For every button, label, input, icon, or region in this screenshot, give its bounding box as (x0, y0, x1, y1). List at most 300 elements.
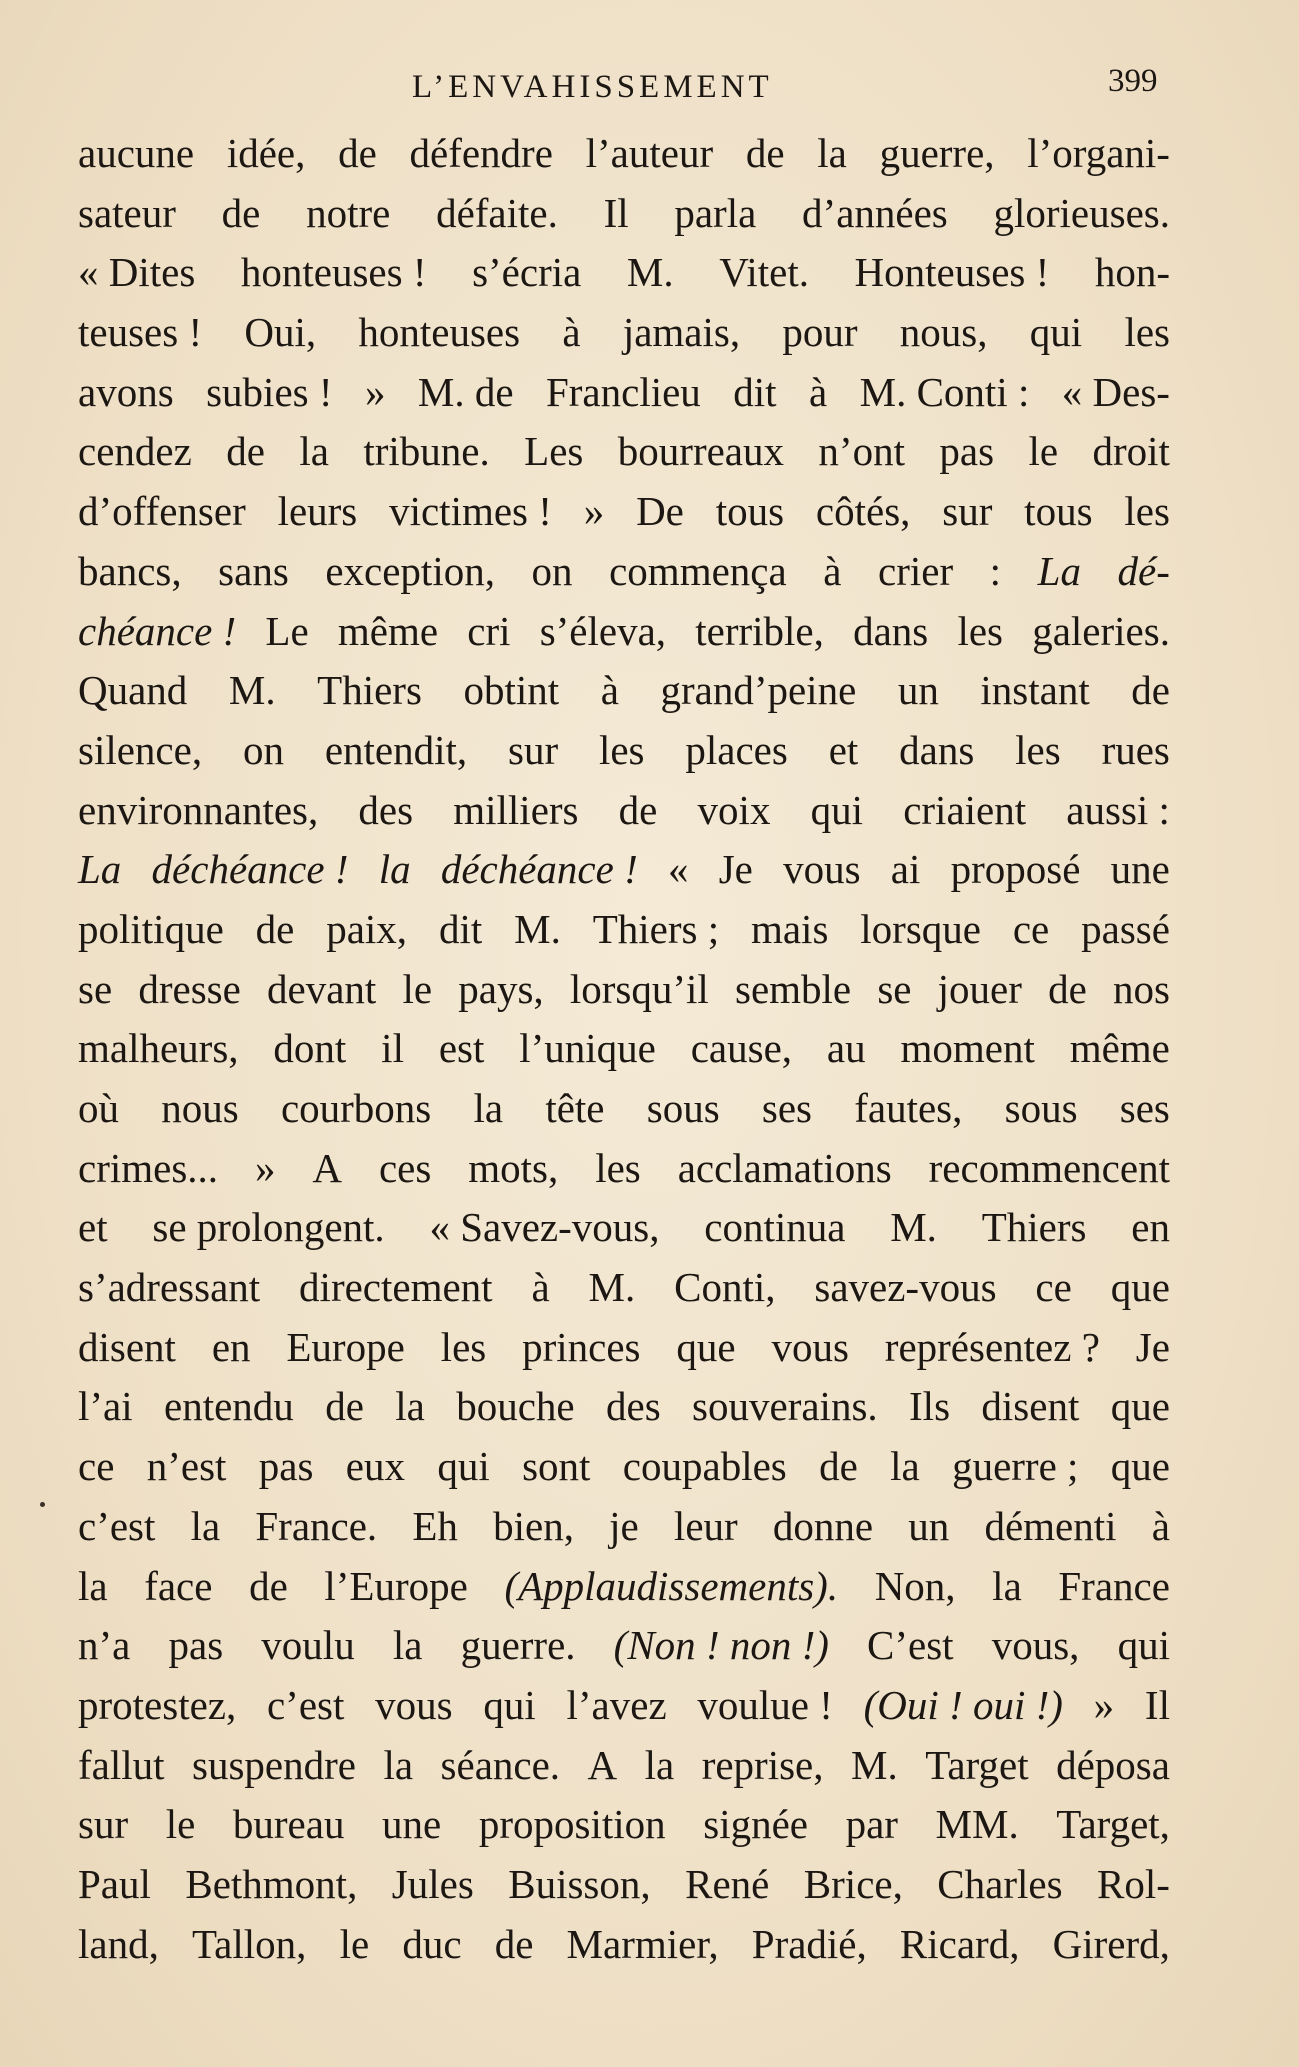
italic-word: la (378, 846, 411, 893)
word: terrible, (695, 607, 824, 654)
word: s’écria (472, 249, 582, 296)
word: Il (603, 189, 629, 236)
word: représentez ? (884, 1323, 1100, 1370)
word: même (337, 607, 439, 654)
text-line (78, 1258, 1170, 1318)
word: fautes, (854, 1085, 963, 1131)
word: à (531, 1264, 550, 1311)
word: Europe (286, 1323, 405, 1370)
word: l’auteur (585, 130, 714, 176)
text-line (78, 840, 1170, 900)
text-line (78, 124, 1170, 184)
text-line (78, 1676, 1170, 1736)
word: cri (467, 607, 511, 654)
word: signée (703, 1801, 808, 1848)
word: crier (878, 547, 954, 594)
word: » (254, 1144, 276, 1191)
word: idée, (226, 130, 306, 176)
word: honteuses (358, 309, 521, 356)
text-line (78, 602, 1170, 662)
word: la (383, 1741, 414, 1788)
word: ce (1012, 905, 1050, 952)
word: pas (939, 428, 995, 475)
body-text (78, 124, 1170, 1974)
word: commença (609, 547, 787, 594)
text-line (78, 1557, 1170, 1617)
text-line (78, 1019, 1170, 1079)
word: subies ! (206, 368, 333, 415)
word: sont (522, 1443, 591, 1490)
word: rues (1101, 726, 1170, 773)
word: « Savez-vous, (429, 1204, 660, 1251)
word: instant (980, 667, 1090, 714)
word: duc (402, 1920, 462, 1967)
text-line (78, 243, 1170, 303)
word: la (644, 1741, 675, 1788)
text-line (78, 184, 1170, 244)
word: les (1015, 726, 1061, 773)
word: malheurs, (78, 1025, 239, 1072)
word: ces (378, 1144, 432, 1191)
word: l’ai (78, 1383, 133, 1430)
word: dont (273, 1025, 347, 1072)
word: des (358, 786, 414, 833)
word: la (190, 1502, 221, 1549)
word: » (1093, 1681, 1115, 1728)
text-line (78, 1795, 1170, 1855)
word: d’années (802, 189, 948, 236)
italic-word: dé- (1117, 547, 1170, 594)
word: milliers (453, 786, 579, 833)
word: Les (524, 428, 584, 475)
word: M. (588, 1264, 636, 1311)
word: s’adressant (78, 1264, 261, 1311)
word: dans (899, 726, 975, 773)
word: grand’peine (660, 667, 857, 714)
word: les (440, 1323, 487, 1370)
word: tribune. (363, 428, 490, 475)
word: la (890, 1443, 920, 1490)
word: voulu (261, 1622, 355, 1669)
word: bien, (493, 1502, 574, 1549)
word: aucune (78, 130, 195, 176)
word: Brice, (803, 1860, 903, 1907)
word: MM. (935, 1801, 1019, 1848)
word: vous, (991, 1622, 1080, 1669)
word: pour (782, 309, 858, 356)
text-line (78, 482, 1170, 542)
word: Ils (909, 1383, 951, 1430)
word: de (1048, 965, 1087, 1012)
word: en (1131, 1204, 1170, 1251)
word: de (325, 1383, 364, 1430)
italic-word: (Applaudissements). (504, 1562, 839, 1609)
word: d’offenser (78, 488, 246, 535)
word: ses (1119, 1085, 1170, 1131)
word: le (339, 1920, 370, 1967)
word: galeries. (1032, 607, 1170, 654)
word: ses (761, 1085, 812, 1131)
word: Pradié, (751, 1920, 867, 1967)
word: de (226, 428, 265, 475)
italic-word: déchéance ! (440, 846, 638, 893)
word: « Des- (1061, 368, 1170, 415)
word: proposition (478, 1801, 666, 1848)
word: recommencent (928, 1144, 1170, 1191)
word: Conti, (674, 1264, 776, 1311)
word: à (808, 368, 828, 415)
word: se (877, 965, 912, 1012)
word: guerre, (879, 130, 995, 176)
word: défendre (409, 130, 553, 176)
word: M. (626, 249, 674, 296)
word: victimes ! (389, 488, 552, 535)
word: bancs, (78, 547, 182, 594)
word: qui (437, 1443, 490, 1490)
word: suspendre (192, 1741, 356, 1788)
text-line (78, 1855, 1170, 1915)
word: et (828, 726, 859, 773)
word: bouche (456, 1383, 575, 1430)
word: que (1110, 1443, 1170, 1490)
word: les (1124, 309, 1170, 356)
word: disent (78, 1323, 176, 1370)
word: vous (771, 1323, 849, 1370)
word: ce (1035, 1264, 1072, 1311)
word: ce (78, 1443, 115, 1490)
word: Il (1144, 1681, 1170, 1728)
word: M. (851, 1741, 898, 1788)
italic-word: La (1037, 547, 1081, 594)
word: M. (890, 1204, 937, 1251)
word: nous, (899, 309, 988, 356)
word: leurs (277, 488, 358, 535)
word: France. (255, 1502, 378, 1549)
word: séance. (440, 1741, 561, 1788)
word: nous (161, 1085, 239, 1131)
word: Je (1135, 1323, 1170, 1370)
word: lorsque (860, 905, 981, 952)
word: « (667, 846, 689, 893)
word: je (609, 1502, 639, 1549)
word: bureau (232, 1801, 345, 1848)
word: l’avez (566, 1681, 667, 1728)
word: Rol- (1097, 1860, 1170, 1907)
word: leur (673, 1502, 738, 1549)
word: à (600, 667, 619, 714)
word: de (618, 786, 658, 833)
word: voix (697, 786, 771, 833)
running-title: L’ENVAHISSEMENT (412, 69, 773, 105)
word: à (1151, 1502, 1170, 1549)
word: Eh (412, 1502, 458, 1549)
word: sur (508, 726, 559, 773)
word: René (685, 1860, 770, 1907)
word: où (78, 1085, 119, 1131)
word: que (1110, 1383, 1170, 1430)
word: la (392, 1622, 423, 1669)
word: Thiers (317, 667, 422, 714)
word: cendez (78, 428, 192, 475)
word: crimes... (78, 1144, 219, 1191)
word: donne (772, 1502, 874, 1549)
word: Girerd, (1052, 1920, 1170, 1967)
word: Thiers ; (592, 905, 720, 952)
word: de (255, 905, 295, 952)
word: se (78, 965, 113, 1012)
word: » (364, 368, 386, 415)
word: le (165, 1801, 196, 1848)
word: criaient (903, 786, 1027, 833)
page-number: 399 (1108, 63, 1158, 99)
word: notre (306, 189, 391, 236)
word: Bethmont, (185, 1860, 358, 1907)
text-line (78, 1915, 1170, 1975)
word: l’organi- (1027, 130, 1170, 176)
word: fallut (78, 1741, 165, 1788)
word: sous (646, 1085, 720, 1131)
word: » (583, 488, 605, 535)
word: Charles (937, 1860, 1063, 1907)
word: « Dites (78, 249, 196, 296)
text-line (78, 1497, 1170, 1557)
word: France (1058, 1562, 1170, 1609)
word: hon- (1094, 249, 1170, 296)
word: vous (783, 846, 861, 893)
word: un (897, 667, 939, 714)
word: A (312, 1144, 343, 1191)
word: pas (258, 1443, 314, 1490)
word: au (826, 1025, 866, 1072)
word: ai (890, 846, 921, 893)
word: les (598, 726, 645, 773)
word: n’est (146, 1443, 227, 1490)
word: teuses ! (78, 309, 203, 356)
running-head (0, 62, 1299, 112)
word: coupables (622, 1443, 787, 1490)
word: à (823, 547, 842, 594)
word: qui (810, 786, 864, 833)
word: la (299, 428, 329, 475)
word: Target, (1056, 1801, 1170, 1848)
word: Target (925, 1741, 1029, 1788)
word: mots, (468, 1144, 559, 1191)
word: nos (1112, 965, 1170, 1012)
word: la (395, 1383, 425, 1430)
word: exception, (325, 547, 495, 594)
word: aussi : (1066, 786, 1170, 833)
word: Marmier, (566, 1920, 719, 1967)
word: Jules (391, 1860, 474, 1907)
word: De (636, 488, 684, 535)
word: reprise, (701, 1741, 824, 1788)
word: de (338, 130, 377, 176)
word: disent (981, 1383, 1080, 1430)
word: politique (78, 905, 224, 952)
word: face (144, 1562, 213, 1609)
word: démenti (984, 1502, 1117, 1549)
text-line (78, 363, 1170, 423)
word: que (676, 1323, 736, 1370)
word: vous (375, 1681, 453, 1728)
word: pays, (458, 965, 544, 1012)
word: les (957, 607, 1003, 654)
word: souverains. (692, 1383, 878, 1430)
word: des (606, 1383, 661, 1430)
word: de (249, 1562, 288, 1609)
word: proposé (950, 846, 1081, 893)
text-line (78, 1139, 1170, 1199)
word: devant (267, 965, 377, 1012)
word: sur (78, 1801, 129, 1848)
word: Ricard, (899, 1920, 1020, 1967)
word: même (1069, 1025, 1170, 1072)
text-line (78, 1079, 1170, 1139)
word: jouer (937, 965, 1022, 1012)
word: une (382, 1801, 442, 1848)
word: semble (734, 965, 852, 1012)
word: bourreaux (617, 428, 784, 475)
word: M. Conti : (859, 368, 1030, 415)
word: de (745, 130, 785, 176)
word: acclamations (677, 1144, 892, 1191)
word: en (211, 1323, 251, 1370)
word: guerre. (460, 1622, 576, 1669)
word: entendu (164, 1383, 294, 1430)
word: le (402, 965, 433, 1012)
word: savez-vous (814, 1264, 997, 1311)
word: silence, (78, 726, 203, 773)
word: directement (299, 1264, 493, 1311)
word: M. (514, 905, 561, 952)
word: entendit, (324, 726, 468, 773)
word: M. (228, 667, 276, 714)
word: courbons (280, 1085, 432, 1131)
word: dit (438, 905, 483, 952)
word: n’ont (818, 428, 905, 475)
word: et (78, 1204, 108, 1251)
word: avons (78, 368, 174, 415)
word: se prolongent. (152, 1204, 385, 1251)
word: les (595, 1144, 641, 1191)
word: à (562, 309, 581, 356)
word: C’est (867, 1622, 954, 1669)
word: princes (522, 1323, 641, 1370)
word: sous (1004, 1085, 1078, 1131)
word: Franclieu (545, 368, 701, 415)
word: Tallon, (192, 1920, 307, 1967)
word: de (1131, 667, 1170, 714)
word: Thiers (981, 1204, 1087, 1251)
word: dit (733, 368, 777, 415)
word: une (1110, 846, 1170, 893)
word: eux (345, 1443, 405, 1490)
word: Je (718, 846, 753, 893)
word: glorieuses. (993, 189, 1170, 236)
word: environnantes, (78, 786, 319, 833)
word: passé (1081, 905, 1170, 952)
word: M. de (417, 368, 514, 415)
word: qui (1029, 309, 1083, 356)
word: pas (168, 1622, 224, 1669)
margin-mark (40, 1502, 45, 1507)
word: de (819, 1443, 858, 1490)
text-line (78, 303, 1170, 363)
word: n’a (78, 1622, 131, 1669)
text-line (78, 661, 1170, 721)
word: voulue ! (697, 1681, 833, 1728)
word: c’est (266, 1681, 345, 1728)
text-line (78, 542, 1170, 602)
word: déposa (1056, 1741, 1170, 1788)
italic-word: chéance ! (78, 607, 237, 654)
word: sans (218, 547, 289, 594)
text-line (78, 1736, 1170, 1796)
word: droit (1092, 428, 1170, 475)
word: que (1110, 1264, 1170, 1311)
word: l’unique (519, 1025, 656, 1072)
word: qui (483, 1681, 536, 1728)
word: c’est (78, 1502, 156, 1549)
word: Oui, (244, 309, 317, 356)
word: côtés, (815, 488, 911, 535)
text-line (78, 960, 1170, 1020)
word: obtint (463, 667, 560, 714)
word: land, (78, 1920, 159, 1967)
italic-word: (Non ! non !) (613, 1622, 829, 1669)
word: défaite. (436, 189, 558, 236)
word: Quand (78, 667, 188, 714)
word: l’Europe (324, 1562, 468, 1609)
word: : (989, 547, 1002, 594)
word: continua (704, 1204, 846, 1251)
text-line (78, 1437, 1170, 1497)
word: sur (942, 488, 993, 535)
word: la (817, 130, 847, 176)
word: mais (750, 905, 829, 952)
word: Non, (874, 1562, 956, 1609)
word: honteuses ! (240, 249, 427, 296)
italic-word: déchéance ! (151, 846, 349, 893)
text-line (78, 900, 1170, 960)
word: on (242, 726, 284, 773)
word: la (78, 1562, 108, 1609)
text-line (78, 1318, 1170, 1378)
word: dans (853, 607, 929, 654)
word: moment (900, 1025, 1035, 1072)
word: de (221, 189, 261, 236)
word: il (381, 1025, 404, 1072)
word: par (845, 1801, 898, 1848)
word: Paul (78, 1860, 151, 1907)
word: tous (715, 488, 785, 535)
word: la (473, 1085, 504, 1131)
italic-word: (Oui ! oui !) (863, 1681, 1063, 1728)
word: A (587, 1741, 618, 1788)
italic-word: La (78, 846, 122, 893)
word: Buisson, (508, 1860, 651, 1907)
text-line (78, 1616, 1170, 1676)
word: un (908, 1502, 950, 1549)
word: jamais, (622, 309, 741, 356)
word: qui (1117, 1622, 1170, 1669)
word: on (531, 547, 573, 594)
text-line (78, 1377, 1170, 1437)
word: cause, (690, 1025, 793, 1072)
word: Vitet. (719, 249, 809, 296)
word: protestez, (78, 1681, 237, 1728)
word: places (685, 726, 788, 773)
